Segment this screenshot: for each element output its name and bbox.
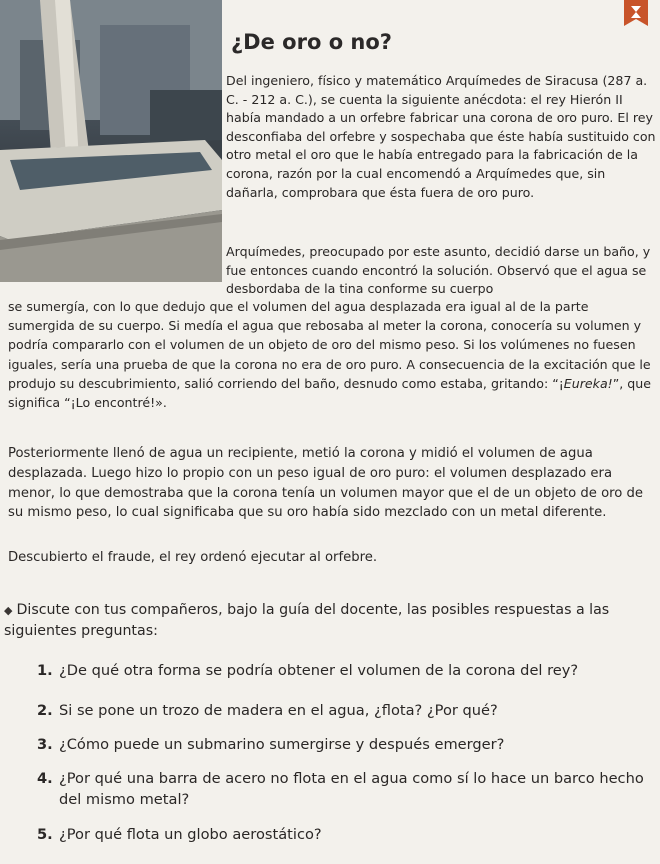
paragraph-experiment: Posteriormente llenó de agua un recipiente, metió la corona y midió el volumen de agua desplazada. Luego hizo lo propio con un peso igual de oro puro: el volumen desplazado era menor, lo que demostraba que la corona tenía un volumen mayor que el de un objeto de oro de su mismo peso, lo cual significaba que su oro había sido mezclado con un metal diferente. — [8, 446, 644, 521]
question-item — [37, 824, 652, 845]
paragraph-discovery-start: Arquímedes, preocupado por este asunto, decidió darse un baño, y fue entonces cuando encontró la solución. Observó que el agua se desbordaba de la tina conforme su cuerpo — [226, 244, 651, 297]
question-text: ¿Por qué una barra de acero no flota en el agua como sí lo hace un barco hecho del mismo metal? — [59, 770, 644, 808]
page-title: ¿De oro o no? — [231, 30, 392, 54]
question-text: ¿Cómo puede un submarino sumergirse y después emerger? — [59, 736, 505, 753]
question-number: 5. — [37, 826, 53, 843]
question-number: 1. — [37, 662, 53, 679]
paragraph-anecdote: Del ingeniero, físico y matemático Arquímedes de Siracusa (287 a. C. - 212 a. C.), se cuenta la siguiente anécdota: el rey Hierón II había mandado a un orfebre fabricar una corona de oro puro. El rey desconfiaba del orfebre y sospechaba que éste había sustituido con otro metal el oro que le había entregado para la fabricación de la corona, razón por la cual encomendó a Arquímedes que, sin dañarla, comprobara que ésta fuera de oro puro. — [226, 73, 656, 200]
question-item — [37, 660, 652, 681]
paragraph-conclusion: Descubierto el fraude, el rey ordenó ejecutar al orfebre. — [8, 550, 378, 565]
question-item — [37, 734, 652, 755]
question-text: Si se pone un trozo de madera en el agua, ¿flota? ¿Por qué? — [59, 702, 498, 719]
question-number: 3. — [37, 736, 53, 753]
question-number: 2. — [37, 702, 53, 719]
question-item — [37, 768, 652, 810]
discovery-text-b: ”, que significa “¡Lo encontré!». — [8, 375, 651, 411]
question-text: ¿Por qué flota un globo aerostático? — [59, 826, 322, 843]
bullet-triangle-icon: ◆ — [4, 604, 13, 617]
discussion-prompt — [4, 600, 656, 642]
eureka-word: Eureka! — [563, 375, 613, 391]
paragraph-discovery-continued — [8, 297, 656, 412]
bath-illustration-drawing — [0, 0, 222, 282]
discussion-text: Discute con tus compañeros, bajo la guía del docente, las posibles respuestas a las siguientes preguntas: — [4, 602, 610, 639]
question-number: 4. — [37, 770, 53, 787]
bath-illustration — [0, 0, 222, 282]
question-item — [37, 700, 652, 721]
chapter-marker-icon — [624, 0, 648, 26]
question-text: ¿De qué otra forma se podría obtener el volumen de la corona del rey? — [59, 662, 579, 679]
discovery-text-a: se sumergía, con lo que dedujo que el volumen del agua desplazada era igual al de la parte sumergida de su cuerpo. Si medía el agua que rebosaba al meter la corona, conocería su volumen y podría compararlo con el volumen de un objeto de oro del mismo peso. Si los volúmenes no fuesen iguales, sería una prueba de que la corona no era de oro puro. A consecuencia de la excitación que le produjo su descubrimiento, salió corriendo del baño, desnudo como estaba, gritando: “¡ — [8, 299, 651, 391]
